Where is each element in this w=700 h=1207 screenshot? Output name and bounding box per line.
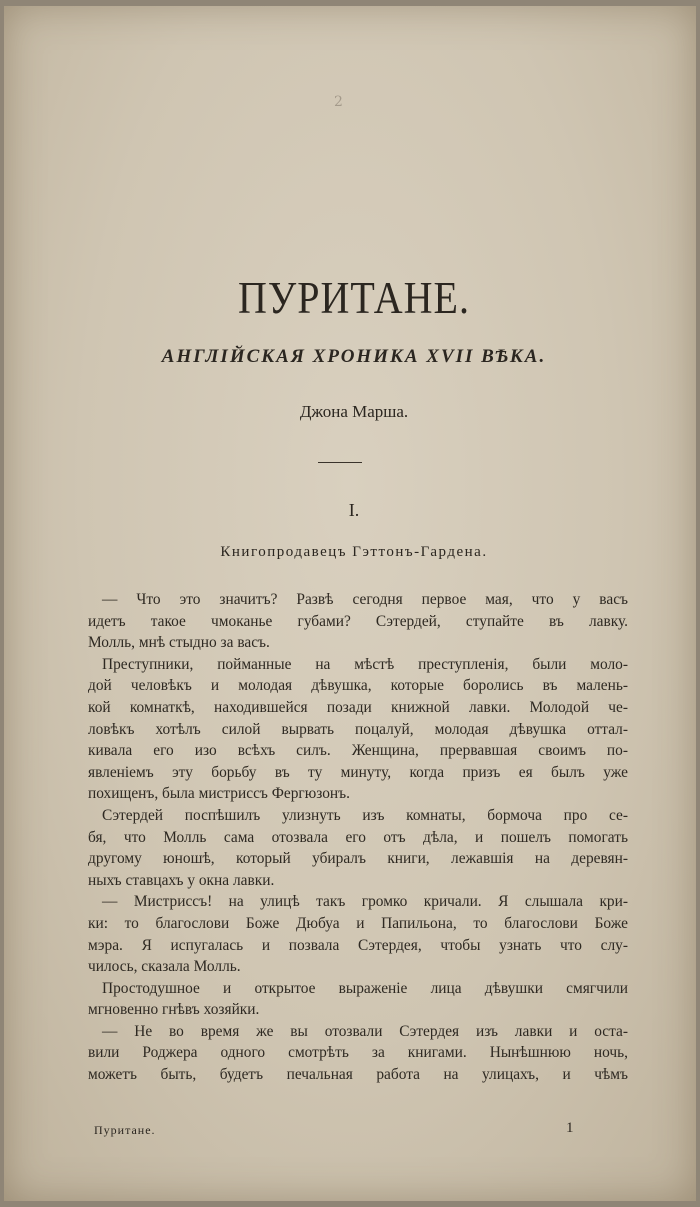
chapter-title: Книгопродавецъ Гэттонъ-Гардена. [220, 544, 488, 560]
text-line: мэра. Я испугалась и позвала Сэтердея, чтобы узнать что слу- [88, 936, 628, 954]
text-line: можетъ быть, будетъ печальная работа на улицахъ, и чѣмъ [88, 1066, 628, 1084]
running-title: Пуритане. [94, 1123, 156, 1137]
divider [318, 462, 362, 463]
text-line: дой человѣкъ и молодая дѣвушка, которые боролись въ малень- [88, 677, 628, 695]
text-line: — Что это значитъ? Развѣ сегодня первое мая, что у васъ [102, 591, 628, 608]
text-line: Молль, мнѣ стыдно за васъ. [88, 634, 270, 652]
text-line: ки: то благослови Боже Дюбуа и Папильона, то благослови Боже [88, 914, 628, 932]
text-line: похищенъ, была мистриссъ Фергюзонъ. [88, 785, 350, 803]
page-title: ПУРИТАНЕ. [238, 271, 470, 324]
text-line: другому юношѣ, который убиралъ книги, лежавшія на деревян- [88, 850, 628, 868]
subtitle: АНГЛІЙСКАЯ ХРОНИКА XVII ВѢКА. [161, 346, 547, 367]
text-line: мгновенно гнѣвъ хозяйки. [88, 1001, 260, 1019]
text-line: ныхъ ставцахъ у окна лавки. [88, 871, 275, 889]
text-line: Преступники, пойманные на мѣстѣ преступленія, были моло- [102, 655, 628, 673]
text-line: — Мистриссъ! на улицѣ такъ громко кричали. Я слышала кри- [102, 893, 628, 911]
faded-page-marker: 2 [334, 94, 343, 110]
text-line: явленіемъ эту борьбу въ ту минуту, когда призъ ея былъ уже [88, 763, 628, 781]
book-page [4, 6, 696, 1201]
text-line: ловѣкъ хотѣлъ силой вырвать поцалуй, молодая дѣвушка оттал- [88, 720, 628, 738]
text-line: вили Роджера одного смотрѣть за книгами. Нынѣшнюю ночь, [88, 1044, 628, 1062]
text-line: кой комнаткѣ, находившейся позади книжной лавки. Молодой че- [88, 698, 628, 716]
text-line: кивала его изо всѣхъ силъ. Женщина, прервавшая своимъ по- [88, 742, 628, 760]
author-line: Джона Марша. [299, 402, 409, 421]
text-line: — Не во время же вы отозвали Сэтердея изъ лавки и оста- [102, 1022, 628, 1040]
page-number: 1 [566, 1120, 574, 1136]
text-line: чилось, сказала Молль. [88, 958, 241, 976]
text-line: бя, что Молль сама отозвала его отъ дѣла, и пошелъ помогать [88, 828, 628, 846]
text-line: Сэтердей поспѣшилъ улизнуть изъ комнаты, бормоча про се- [102, 806, 628, 824]
text-line: Простодушное и открытое выраженіе лица дѣвушки смягчили [102, 979, 628, 997]
chapter-number: I. [348, 500, 360, 520]
body-text [88, 589, 628, 1086]
text-line: идетъ такое чмоканье губами? Сэтердей, ступайте въ лавку. [88, 612, 628, 630]
